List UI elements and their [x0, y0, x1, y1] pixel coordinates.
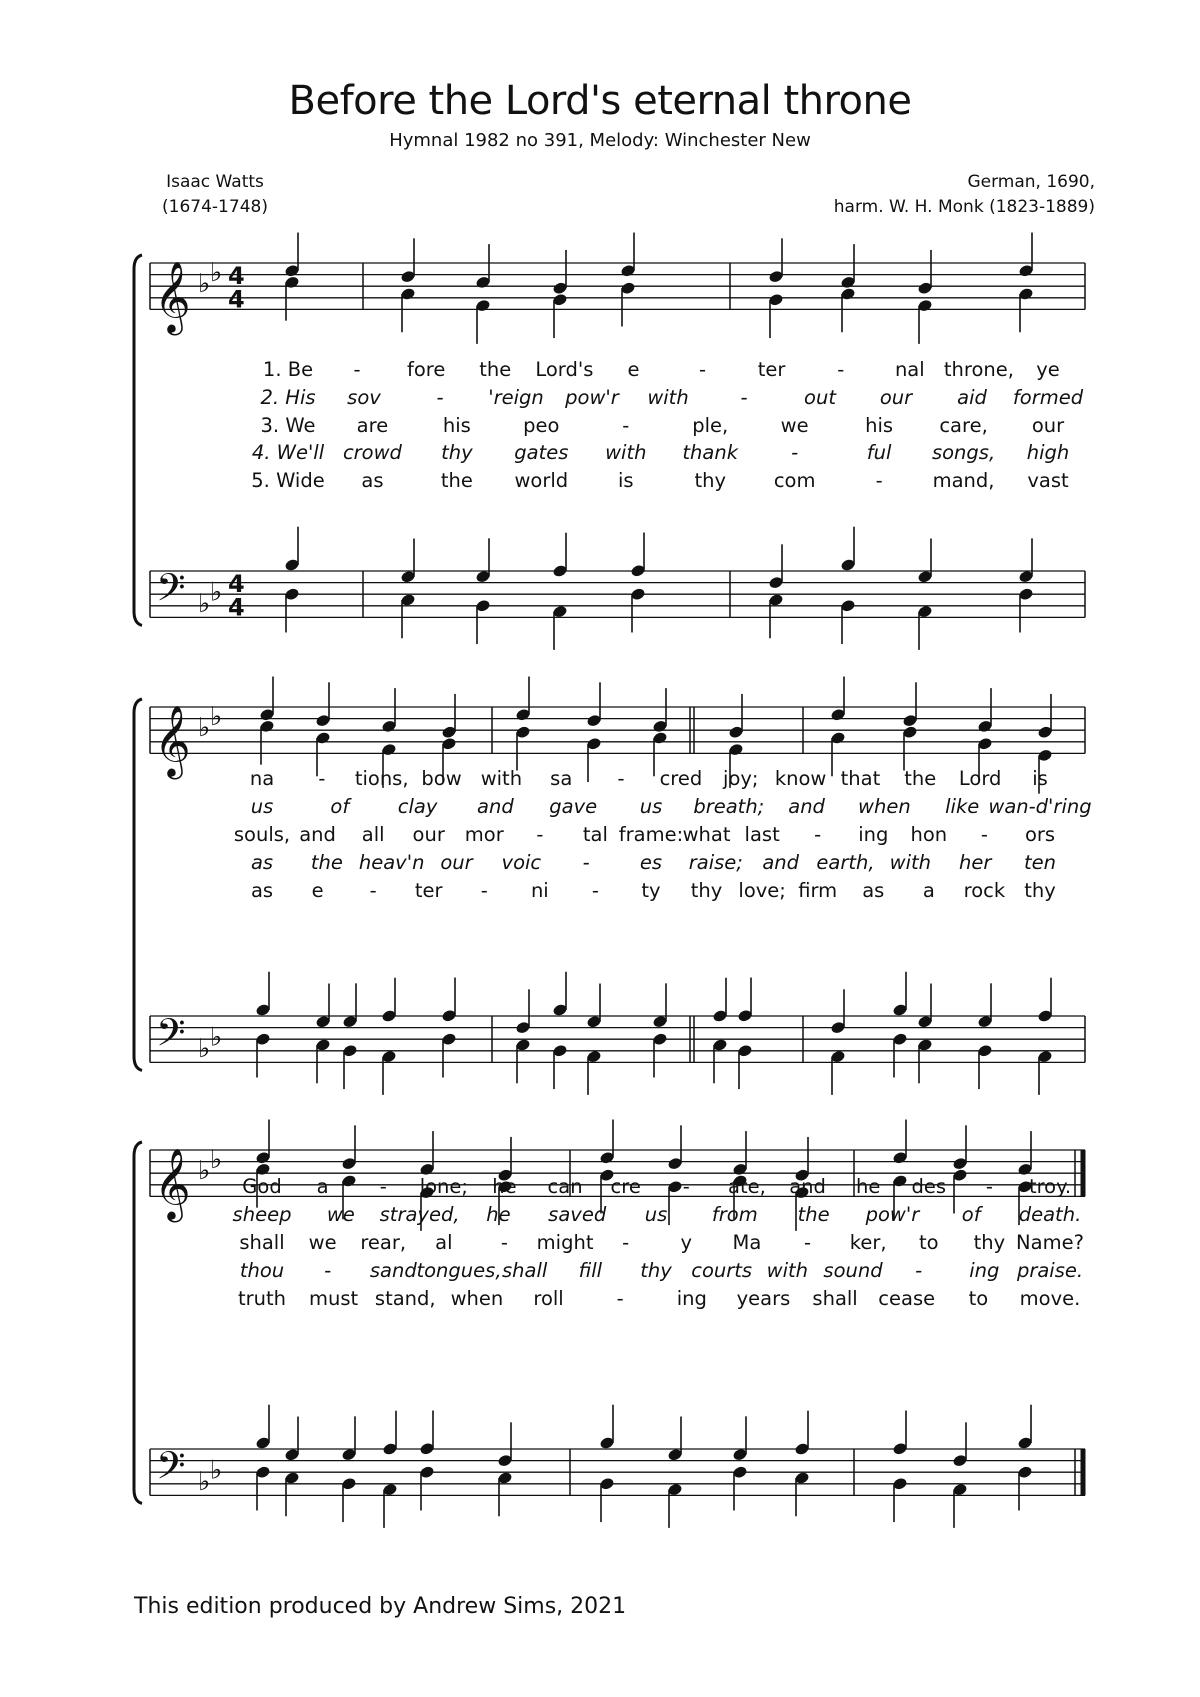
treble-flat-icon-0-0: ♭: [198, 269, 211, 300]
lyric-syllable: voic: [501, 851, 542, 874]
lyric-syllable: us: [644, 1203, 668, 1226]
lyric-syllable: care,: [939, 414, 988, 437]
lyric-syllable: thy: [640, 1259, 672, 1282]
lyric-syllable: with: [480, 767, 523, 790]
lyric-syllable: truth: [237, 1287, 287, 1310]
lyric-syllable: -: [353, 358, 361, 381]
lyric-syllable: Lord: [958, 767, 1002, 790]
lyric-syllable: joy;: [723, 767, 759, 790]
lyric-syllable: heav'n: [358, 851, 425, 874]
lyric-syllable: ni: [530, 879, 549, 902]
lyric-syllable: nal: [894, 358, 925, 381]
lyric-syllable: love;: [738, 879, 786, 902]
lyric-syllable: to: [968, 1287, 989, 1310]
lyric-syllable: 2. His: [260, 386, 316, 409]
lyric-syllable: our: [1031, 414, 1065, 437]
lyric-syllable: we: [308, 1231, 337, 1254]
lyric-syllable: to: [918, 1231, 939, 1254]
lyric-syllable: can: [547, 1175, 583, 1198]
lyric-syllable: years: [736, 1287, 791, 1310]
lyric-syllable: -: [837, 358, 845, 381]
lyric-syllable: -: [875, 469, 883, 492]
lyric-syllable: like: [945, 795, 980, 818]
lyric-syllable: and: [788, 795, 825, 818]
system-brace-2: [134, 1142, 142, 1503]
lyric-syllable: our: [440, 851, 473, 874]
lyric-syllable: the: [440, 469, 473, 492]
lyric-syllable: earth,: [816, 851, 875, 874]
lyric-syllable: raise;: [688, 851, 743, 874]
lyric-syllable: -: [804, 1231, 812, 1254]
lyric-syllable: God: [242, 1175, 282, 1198]
lyric-syllable: peo: [523, 414, 560, 437]
lyric-syllable: thank: [682, 441, 739, 464]
lyric-syllable: -: [436, 386, 444, 409]
lyric-syllable: ty: [641, 879, 661, 902]
lyric-syllable: -: [379, 1175, 387, 1198]
lyric-syllable: souls,: [233, 823, 291, 846]
lyric-syllable: a: [316, 1175, 329, 1198]
lyric-syllable: thy: [694, 469, 726, 492]
lyric-syllable: tongues,: [416, 1259, 502, 1282]
treble-clef-icon-1: 𝄞: [154, 703, 191, 777]
lyric-syllable: and: [789, 1175, 826, 1198]
lyric-syllable: as: [250, 851, 274, 874]
lyric-syllable: saved: [548, 1203, 607, 1226]
bass-flat-icon-2-1: ♭: [210, 1455, 223, 1486]
lyric-syllable: ter: [414, 879, 443, 902]
lyric-syllable: ing: [858, 823, 889, 846]
lyric-syllable: -: [324, 1259, 332, 1282]
lyric-syllable: -: [318, 767, 326, 790]
lyric-syllable: Lord's: [535, 358, 594, 381]
lyric-syllable: sov: [347, 386, 381, 409]
treble-time-sig-top: 4: [228, 262, 245, 291]
lyric-syllable: us: [639, 795, 663, 818]
bass-flat-icon-1-1: ♭: [210, 1022, 223, 1053]
lyric-syllable: tal: [582, 823, 608, 846]
lyric-syllable: we: [326, 1203, 355, 1226]
composer-line-1: German, 1690,: [967, 172, 1095, 192]
lyric-syllable: tions,: [354, 767, 409, 790]
lyric-syllable: -: [582, 851, 590, 874]
lyric-syllable: rear,: [360, 1231, 407, 1254]
system-brace-1: [134, 699, 142, 1070]
lyric-syllable: his: [442, 414, 471, 437]
lyric-syllable: shall: [239, 1231, 285, 1254]
lyric-syllable: -: [536, 823, 544, 846]
treble-flat-icon-2-0: ♭: [198, 1156, 211, 1187]
lyric-syllable: lone;: [419, 1175, 468, 1198]
treble-flat-icon-0-1: ♭: [210, 257, 223, 288]
lyric-syllable: -: [915, 1259, 923, 1282]
hymn-subtitle: Hymnal 1982 no 391, Melody: Winchester New: [389, 130, 811, 151]
edition-credit: This edition produced by Andrew Sims, 2021: [134, 1594, 627, 1619]
lyric-syllable: mor: [464, 823, 504, 846]
lyric-syllable: last: [744, 823, 780, 846]
lyric-syllable: from: [711, 1203, 758, 1226]
lyric-syllable: throne,: [943, 358, 1014, 381]
lyric-syllable: thy: [973, 1231, 1006, 1254]
lyric-syllable: pow'r: [565, 386, 619, 409]
lyric-syllable: sound: [823, 1259, 883, 1282]
lyric-syllable: when: [450, 1287, 504, 1310]
lyric-syllable: he: [492, 1175, 517, 1198]
composer-line-2: harm. W. H. Monk (1823-1889): [833, 197, 1095, 217]
lyric-syllable: out: [804, 386, 836, 409]
lyric-syllable: we: [780, 414, 809, 437]
lyric-syllable: a: [922, 879, 935, 902]
bass-clef-icon-2: 𝄢: [156, 1442, 186, 1497]
lyric-syllable: 5. Wide: [251, 469, 325, 492]
lyric-syllable: hon: [910, 823, 948, 846]
lyric-syllable: gave: [549, 795, 598, 818]
bass-flat-icon-0-1: ♭: [210, 577, 223, 608]
lyric-syllable: sheep: [232, 1203, 292, 1226]
treble-clef-icon-0: 𝄞: [154, 259, 191, 333]
treble-flat-icon-2-1: ♭: [210, 1144, 223, 1175]
lyric-syllable: Name?: [1016, 1231, 1084, 1254]
lyric-syllable: shall: [812, 1287, 858, 1310]
lyric-syllable: roll: [533, 1287, 564, 1310]
lyric-syllable: fore: [406, 358, 446, 381]
lyric-syllable: 1. Be: [262, 358, 314, 381]
lyric-syllable: thy: [441, 441, 473, 464]
lyric-syllable: rock: [963, 879, 1006, 902]
lyric-syllable: the: [797, 1203, 830, 1226]
lyric-syllable: -: [699, 358, 707, 381]
lyric-syllable: pow'r: [865, 1203, 920, 1226]
lyric-syllable: is: [1032, 767, 1048, 790]
lyric-syllable: aid: [957, 386, 987, 409]
hymn-title: Before the Lord's eternal throne: [288, 78, 912, 124]
lyric-syllable: e: [311, 879, 324, 902]
lyric-syllable: 'reign: [488, 386, 544, 409]
lyric-syllable: al: [435, 1231, 453, 1254]
lyric-syllable: -: [985, 1175, 993, 1198]
lyric-syllable: -: [682, 1175, 690, 1198]
lyric-syllable: na: [249, 767, 275, 790]
treble-flat-icon-1-1: ♭: [210, 701, 223, 732]
treble-clef-icon-2: 𝄞: [154, 1146, 191, 1220]
lyric-syllable: high: [1026, 441, 1070, 464]
lyric-syllable: the: [479, 358, 512, 381]
lyric-syllable: world: [514, 469, 569, 492]
lyric-syllable: he: [486, 1203, 511, 1226]
lyric-syllable: -: [591, 879, 599, 902]
lyric-syllable: must: [309, 1287, 359, 1310]
bass-clef-icon-1: 𝄢: [156, 1009, 186, 1064]
lyric-syllable: ors: [1024, 823, 1056, 846]
lyric-syllable: -: [814, 823, 822, 846]
bass-time-sig-top: 4: [228, 570, 245, 599]
lyric-syllable: cred: [659, 767, 703, 790]
lyric-syllable: her: [958, 851, 992, 874]
lyric-syllable: ing: [676, 1287, 707, 1310]
lyric-syllable: -: [369, 879, 377, 902]
lyric-syllable: -: [980, 823, 988, 846]
lyric-syllable: -: [500, 1231, 508, 1254]
lyric-syllable: of: [330, 795, 350, 818]
treble-time-sig-bottom: 4: [228, 285, 245, 314]
lyric-syllable: might: [536, 1231, 594, 1254]
lyric-syllable: breath;: [693, 795, 765, 818]
lyric-syllable: y: [680, 1231, 693, 1254]
lyric-syllable: strayed,: [379, 1203, 460, 1226]
bass-flat-icon-1-0: ♭: [198, 1033, 211, 1064]
lyric-syllable: the: [904, 767, 937, 790]
lyric-syllable: -: [791, 441, 799, 464]
lyric-syllable: and: [762, 851, 799, 874]
lyric-syllable: -: [480, 879, 488, 902]
lyric-syllable: e: [627, 358, 640, 381]
lyric-syllable: cre: [610, 1175, 641, 1198]
lyric-syllable: formed: [1012, 386, 1084, 409]
bass-time-sig-bottom: 4: [228, 593, 245, 622]
lyric-syllable: Ma: [732, 1231, 762, 1254]
lyric-syllable: as: [361, 469, 384, 492]
lyric-syllable: praise.: [1016, 1259, 1084, 1282]
lyric-syllable: -: [622, 1231, 630, 1254]
lyric-syllable: des: [911, 1175, 947, 1198]
lyric-syllable: with: [605, 441, 647, 464]
lyric-syllable: his: [865, 414, 894, 437]
lyric-syllable: what: [682, 823, 731, 846]
lyric-syllable: songs,: [931, 441, 996, 464]
lyric-syllable: 3. We: [260, 414, 316, 437]
lyric-syllable: know: [774, 767, 827, 790]
lyric-syllable: ye: [1036, 358, 1060, 381]
lyric-syllable: ate,: [728, 1175, 766, 1198]
lyric-syllable: com: [773, 469, 816, 492]
lyric-syllable: gates: [514, 441, 569, 464]
lyric-syllable: frame:: [618, 823, 684, 846]
author-dates: (1674-1748): [162, 197, 268, 217]
lyric-syllable: our: [412, 823, 445, 846]
treble-flat-icon-1-0: ♭: [198, 713, 211, 744]
system-brace-0: [134, 255, 142, 625]
lyric-syllable: is: [617, 469, 634, 492]
lyric-syllable: he: [855, 1175, 881, 1198]
lyric-syllable: and: [477, 795, 514, 818]
lyric-syllable: sa: [550, 767, 573, 790]
lyric-syllable: of: [961, 1203, 981, 1226]
lyric-syllable: troy.: [1028, 1175, 1072, 1198]
lyric-syllable: with: [647, 386, 689, 409]
lyric-syllable: ter: [757, 358, 786, 381]
lyric-syllable: all: [361, 823, 385, 846]
lyric-syllable: ten: [1023, 851, 1057, 874]
lyric-syllable: with: [889, 851, 932, 874]
lyric-syllable: thou: [239, 1259, 285, 1282]
lyric-syllable: crowd: [342, 441, 402, 464]
lyric-syllable: as: [250, 879, 274, 902]
lyric-syllable: sand: [369, 1259, 417, 1282]
bass-flat-icon-2-0: ♭: [198, 1466, 211, 1497]
lyric-syllable: -: [622, 414, 630, 437]
lyric-syllable: thy: [690, 879, 723, 902]
lyric-syllable: firm: [798, 879, 838, 902]
bass-clef-icon-0: 𝄢: [156, 564, 186, 619]
lyric-syllable: es: [639, 851, 663, 874]
lyric-syllable: ful: [866, 441, 892, 464]
lyric-syllable: clay: [397, 795, 438, 818]
lyric-syllable: -: [616, 1287, 624, 1310]
lyric-syllable: the: [310, 851, 343, 874]
lyric-syllable: when: [858, 795, 911, 818]
lyric-syllable: vast: [1027, 469, 1069, 492]
lyric-syllable: thy: [1024, 879, 1056, 902]
lyric-syllable: stand,: [374, 1287, 436, 1310]
lyric-syllable: -: [740, 386, 748, 409]
lyric-syllable: ple,: [692, 414, 729, 437]
lyric-syllable: as: [862, 879, 885, 902]
lyric-syllable: that: [840, 767, 881, 790]
lyric-syllable: death.: [1018, 1203, 1082, 1226]
lyric-syllable: courts: [691, 1259, 753, 1282]
lyric-syllable: ker,: [849, 1231, 887, 1254]
lyric-syllable: -: [617, 767, 625, 790]
lyric-syllable: and: [299, 823, 336, 846]
lyric-syllable: us: [250, 795, 274, 818]
lyric-syllable: cease: [878, 1287, 936, 1310]
lyric-syllable: bow: [421, 767, 462, 790]
lyric-syllable: 4. We'll: [251, 441, 325, 464]
lyric-syllable: move.: [1019, 1287, 1081, 1310]
bass-flat-icon-0-0: ♭: [198, 588, 211, 619]
lyric-syllable: wan-d'ring: [988, 795, 1092, 818]
lyric-syllable: with: [766, 1259, 809, 1282]
lyric-syllable: are: [356, 414, 389, 437]
lyric-syllable: ing: [969, 1259, 1000, 1282]
lyric-syllable: our: [879, 386, 913, 409]
lyric-syllable: fill: [578, 1259, 603, 1282]
author-name: Isaac Watts: [166, 172, 264, 192]
lyric-syllable: shall: [502, 1259, 548, 1282]
lyric-syllable: mand,: [932, 469, 995, 492]
